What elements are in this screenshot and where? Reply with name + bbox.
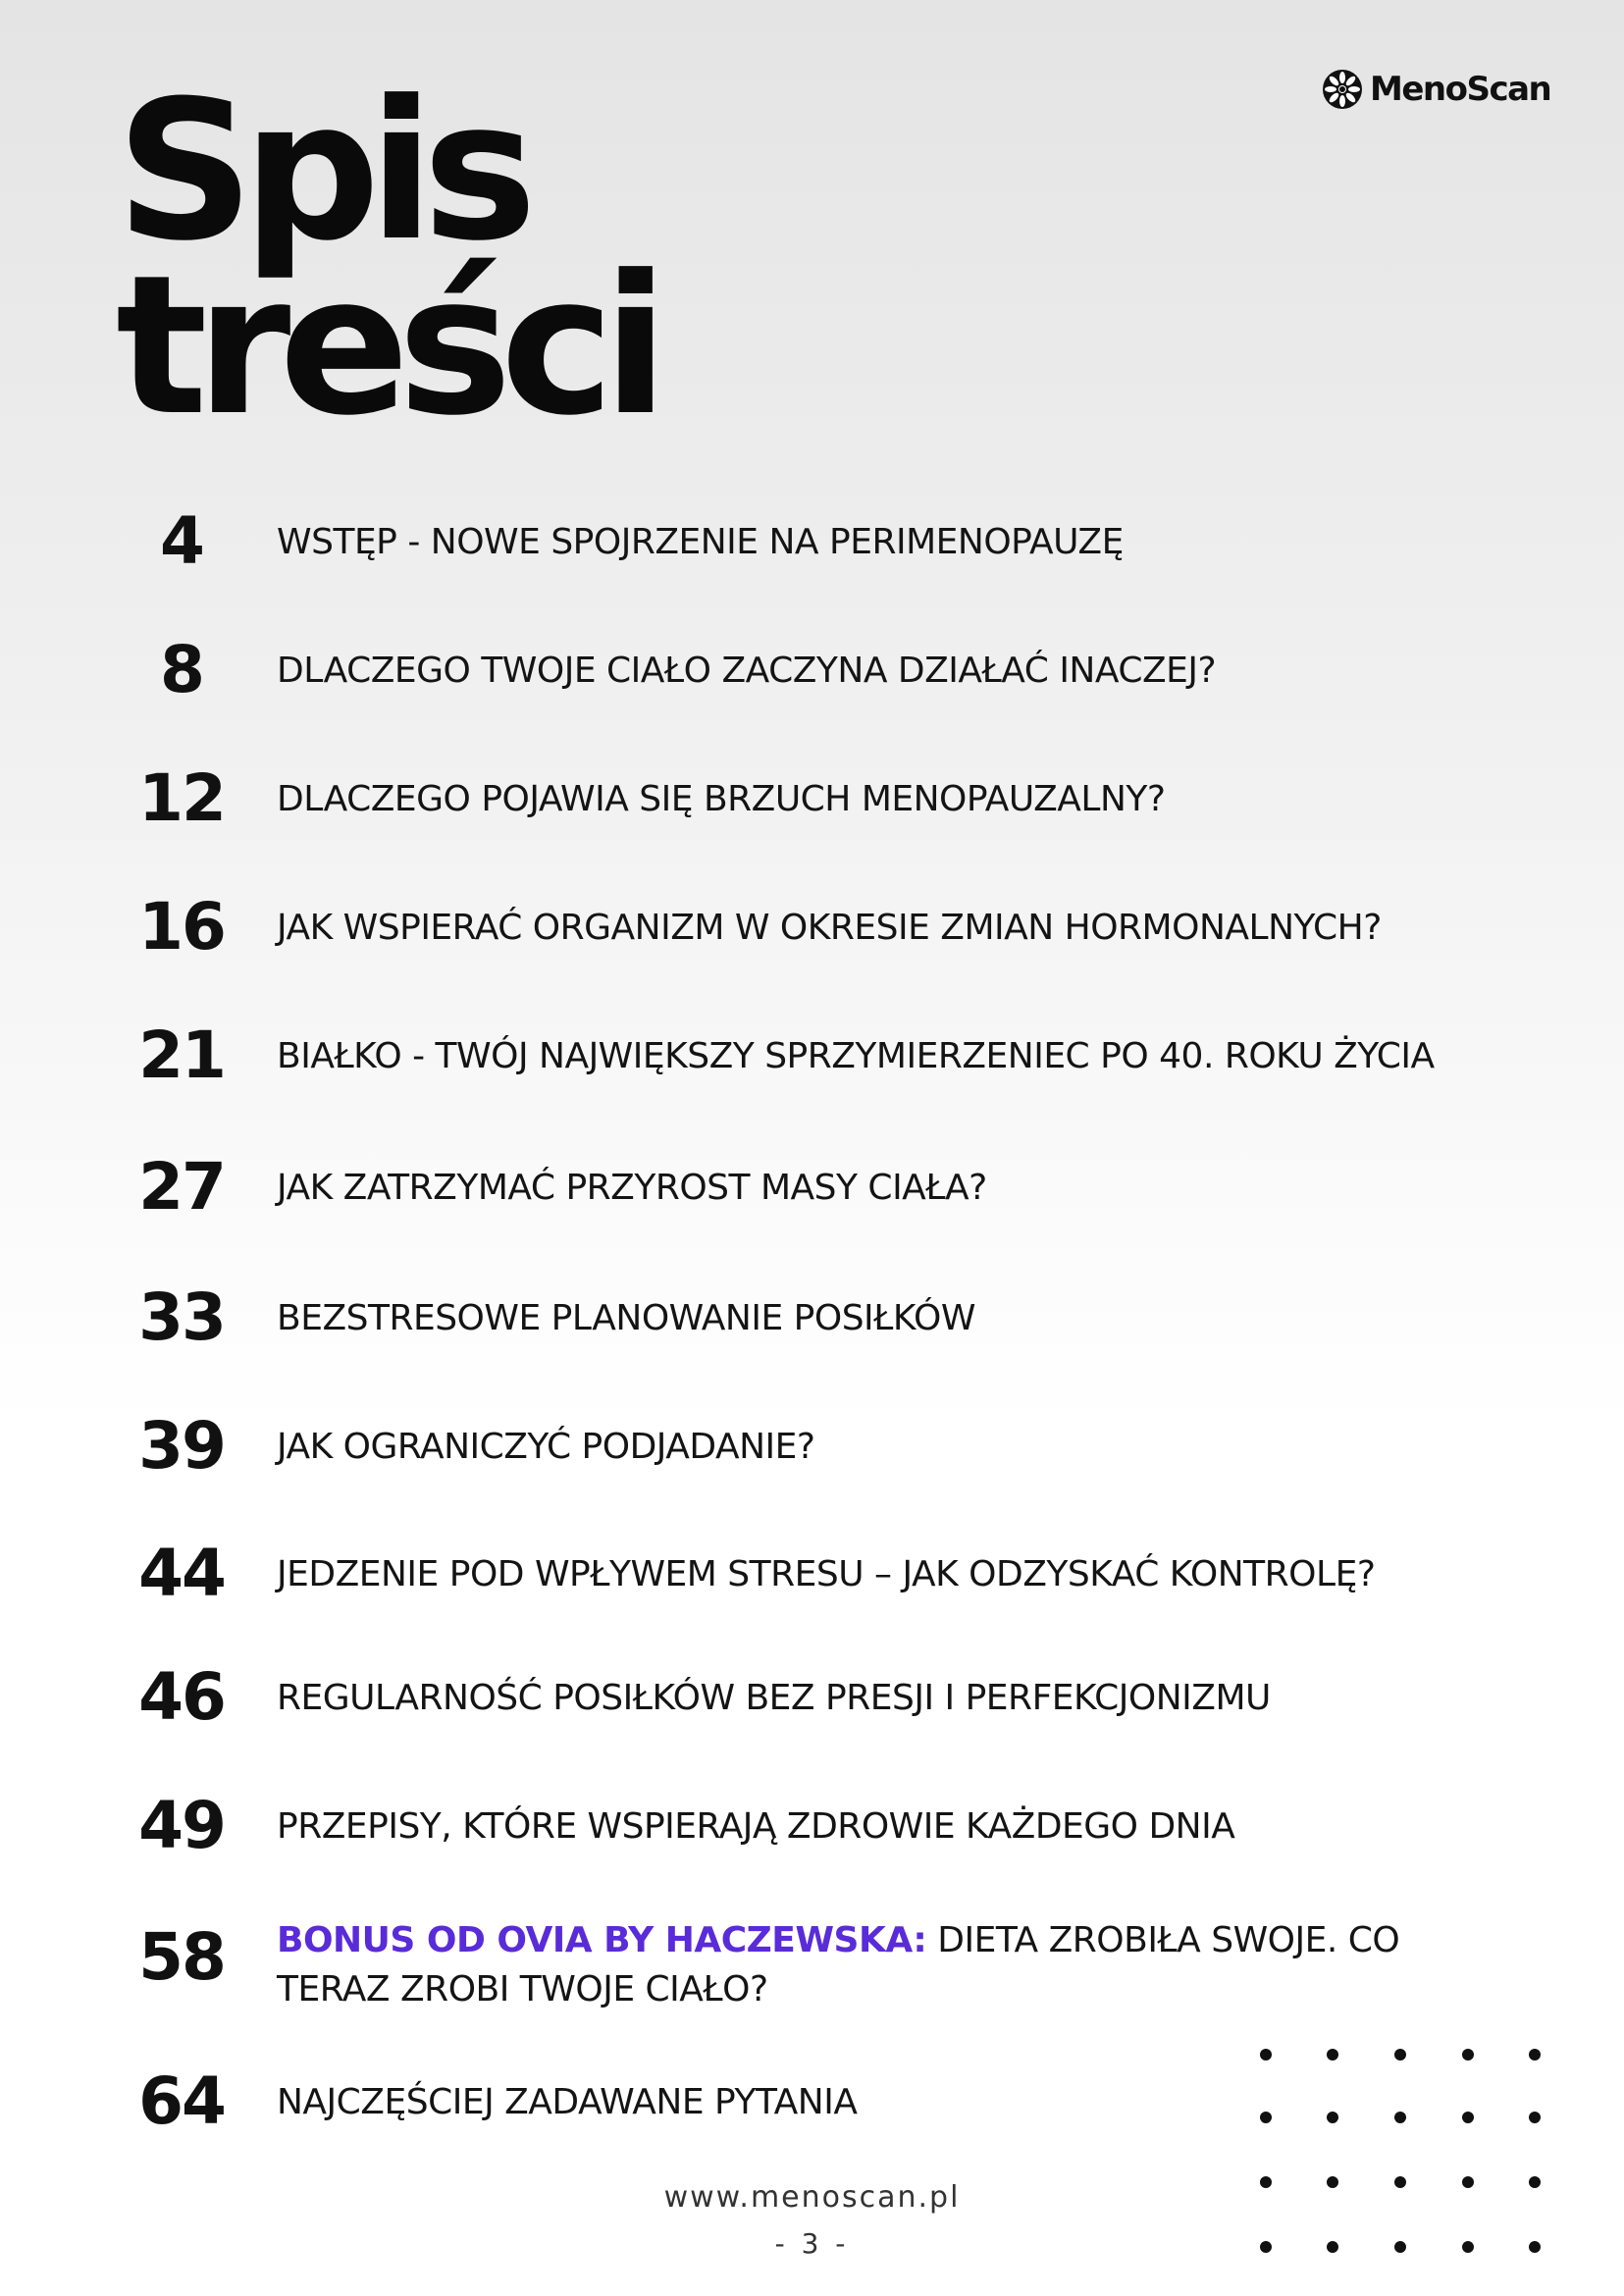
toc-label [277, 1916, 1435, 2014]
toc-page-number: 46 [138, 1659, 225, 1735]
toc-label: JAK OGRANICZYĆ PODJADANIE? [277, 1427, 815, 1467]
toc-label: NAJCZĘŚCIEJ ZADAWANE PYTANIA [277, 2082, 858, 2122]
toc-label: BEZSTRESOWE PLANOWANIE POSIŁKÓW [277, 1298, 975, 1338]
toc-page-number: 16 [138, 889, 225, 965]
toc-label: DLACZEGO TWOJE CIAŁO ZACZYNA DZIAŁAĆ INACZEJ? [277, 651, 1217, 691]
toc-label: REGULARNOŚĆ POSIŁKÓW BEZ PRESJI I PERFEKCJONIZMU [277, 1678, 1271, 1718]
toc-page-number: 44 [138, 1536, 225, 1611]
toc-label: DLACZEGO POJAWIA SIĘ BRZUCH MENOPAUZALNY? [277, 779, 1166, 819]
footer-website-link[interactable]: www.menoscan.pl [663, 2180, 961, 2215]
toc-page-number: 4 [160, 503, 203, 579]
toc-page-number: 58 [138, 1919, 225, 1995]
toc-page-number: 12 [138, 760, 225, 836]
toc-label: JEDZENIE POD WPŁYWEM STRESU – JAK ODZYSKAĆ KONTROLĘ? [277, 1554, 1376, 1594]
toc-label-rest: DIETA ZROBIŁA SWOJE. CO TERAZ ZROBI TWOJE CIAŁO? [277, 1920, 1400, 2009]
toc-page-number: 21 [138, 1018, 225, 1093]
page-title-line-2: treści [116, 235, 657, 458]
page-title [116, 60, 657, 458]
toc-label: WSTĘP - NOWE SPOJRZENIE NA PERIMENOPAUZĘ [277, 522, 1124, 562]
toc-label: JAK WSPIERAĆ ORGANIZM W OKRESIE ZMIAN HORMONALNYCH? [277, 908, 1382, 948]
page-title-line-1: Spis [116, 60, 526, 284]
toc-page-number: 8 [160, 632, 203, 707]
brand-logo [1321, 65, 1550, 114]
toc-page-number: 64 [138, 2063, 225, 2139]
toc-page-number: 33 [138, 1279, 225, 1355]
page-number: - 3 - [774, 2227, 850, 2260]
brand-name: MenoScan [1370, 70, 1551, 109]
toc-page-number: 39 [138, 1408, 225, 1484]
toc-label: JAK ZATRZYMAĆ PRZYROST MASY CIAŁA? [277, 1168, 987, 1208]
toc-page-number: 49 [138, 1788, 225, 1863]
toc-label-accent: BONUS OD OVIA BY HACZEWSKA: [277, 1920, 927, 1960]
toc-label: PRZEPISY, KTÓRE WSPIERAJĄ ZDROWIE KAŻDEGO DNIA [277, 1806, 1235, 1847]
toc-label: BIAŁKO - TWÓJ NAJWIĘKSZY SPRZYMIERZENIEC PO 40. ROKU ŻYCIA [277, 1036, 1435, 1076]
flower-sun-icon [1321, 68, 1364, 111]
toc-page-number: 27 [138, 1149, 225, 1225]
